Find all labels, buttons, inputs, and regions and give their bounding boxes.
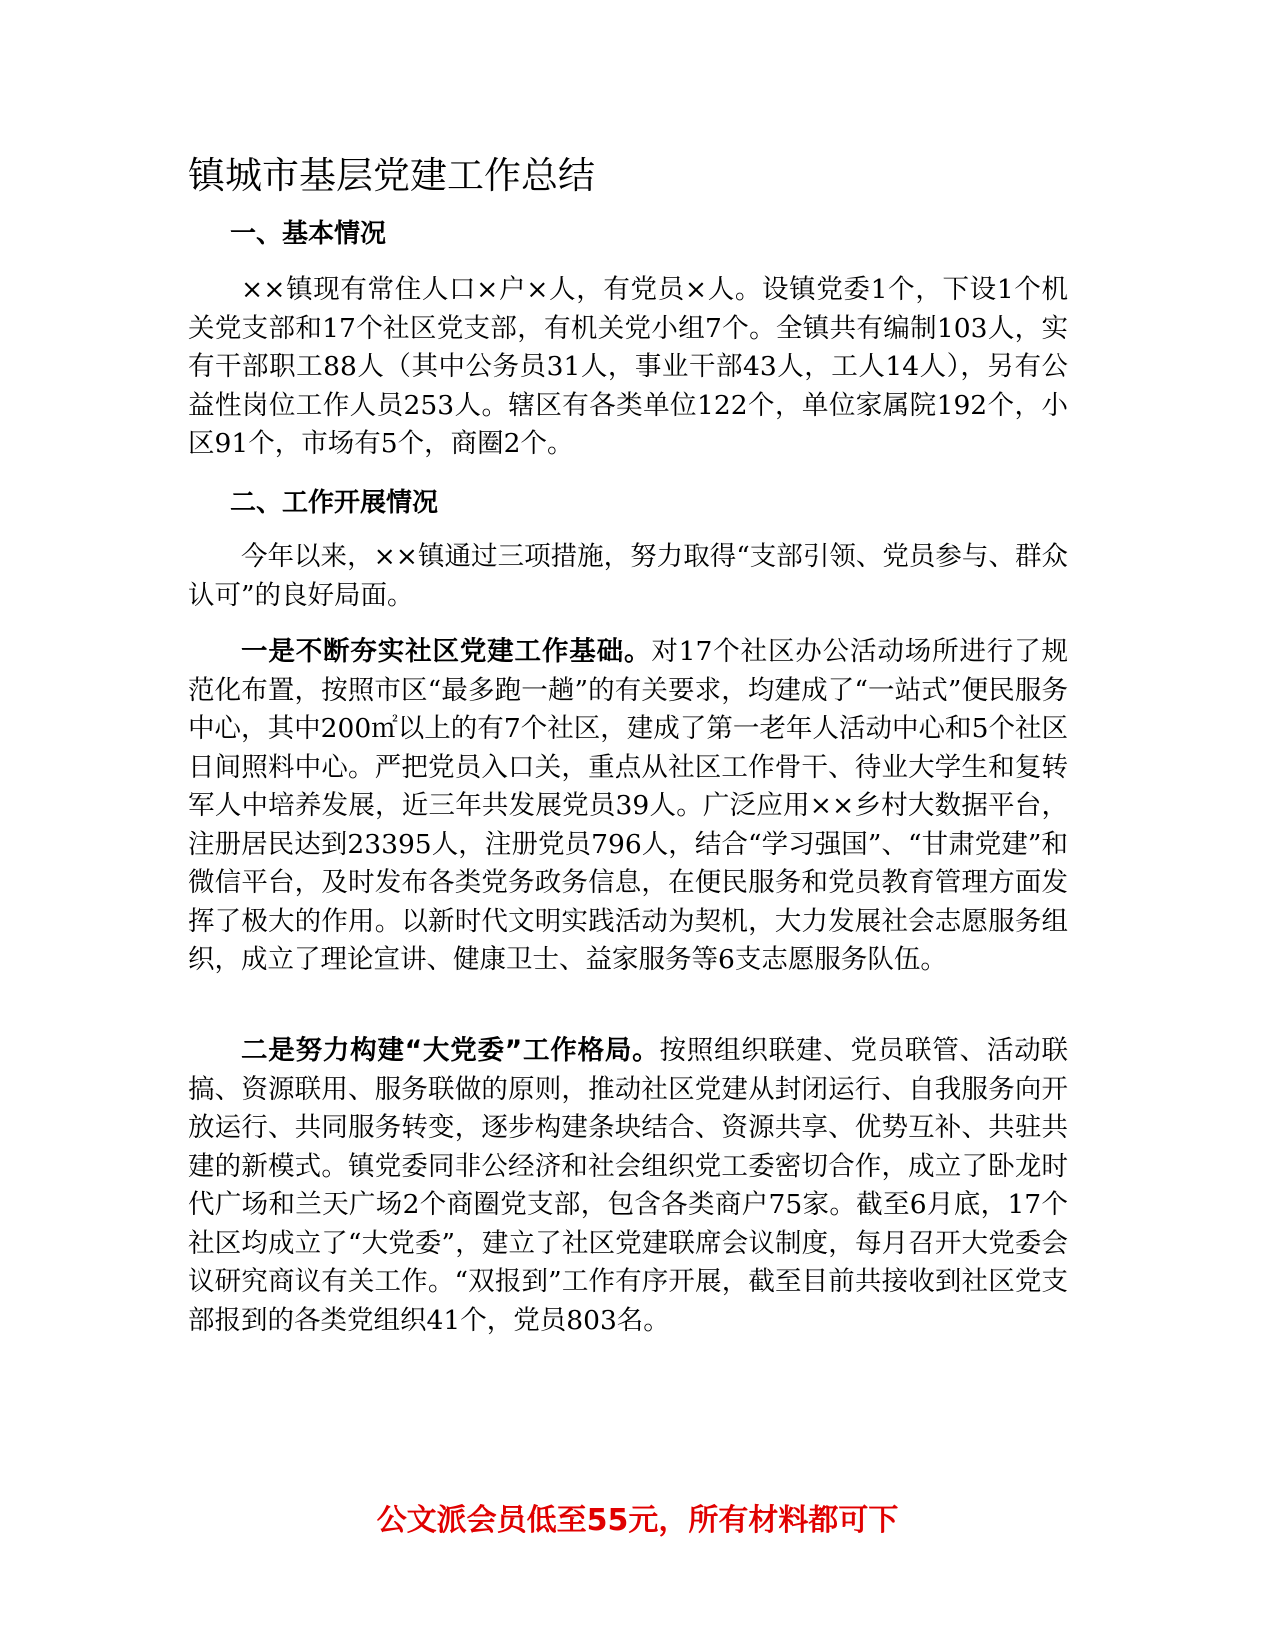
paragraph-work-intro [188,538,1068,615]
paragraph-text: ××镇现有常住人口×户×人，有党员×人。设镇党委1个，下设1个机关党支部和17个社区党支部，有机关党小组7个。全镇共有编制103人，实有干部职工88人（其中公务员31人，事业干部43人，工人14人），另有公益性岗位工作人员253人。辖区有各类单位122个，单位家属院192个，小区91个，市场有5个，商圈2个。 [188,274,1068,459]
paragraph-measure-two [188,1032,1068,1340]
document-title: 镇城市基层党建工作总结 [188,154,595,197]
paragraph-text: 对17个社区办公活动场所进行了规范化布置，按照市区“最多跑一趟”的有关要求，均建成了“一站式”便民服务中心，其中200㎡以上的有7个社区，建成了第一老年人活动中心和5个社区日间照料中心。严把党员入口关，重点从社区工作骨干、待业大学生和复转军人中培养发展，近三年共发展党员39人。广泛应用××乡村大数据平台，注册居民达到23395人，注册党员796人，结合“学习强国”、“甘肃党建”和微信平台，及时发布各类党务政务信息，在便民服务和党员教育管理方面发挥了极大的作用。以新时代文明实践活动为契机，大力发展社会志愿服务组织，成立了理论宣讲、健康卫士、益家服务等6支志愿服务队伍。 [188,636,1068,975]
paragraph-lead: 二是努力构建“大党委”工作格局。 [241,1035,660,1066]
paragraph-basic-situation [188,271,1068,464]
paragraph-measure-one [188,633,1068,980]
promo-banner: 公文派会员低至55元，所有材料都可下 [376,1503,899,1538]
section-heading-basic-situation: 一、基本情况 [230,219,387,249]
paragraph-text: 按照组织联建、党员联管、活动联搞、资源联用、服务联做的原则，推动社区党建从封闭运行、自我服务向开放运行、共同服务转变，逐步构建条块结合、资源共享、优势互补、共驻共建的新模式。镇党委同非公经济和社会组织党工委密切合作，成立了卧龙时代广场和兰天广场2个商圈党支部，包含各类商户75家。截至6月底，17个社区均成立了“大党委”，建立了社区党建联席会议制度，每月召开大党委会议研究商议有关工作。“双报到”工作有序开展，截至目前共接收到社区党支部报到的各类党组织41个，党员803名。 [188,1035,1068,1336]
paragraph-text: 今年以来，××镇通过三项措施，努力取得“支部引领、党员参与、群众认可”的良好局面。 [188,541,1068,611]
section-heading-work-progress: 二、工作开展情况 [230,488,439,518]
paragraph-lead: 一是不断夯实社区党建工作基础。 [241,636,652,667]
